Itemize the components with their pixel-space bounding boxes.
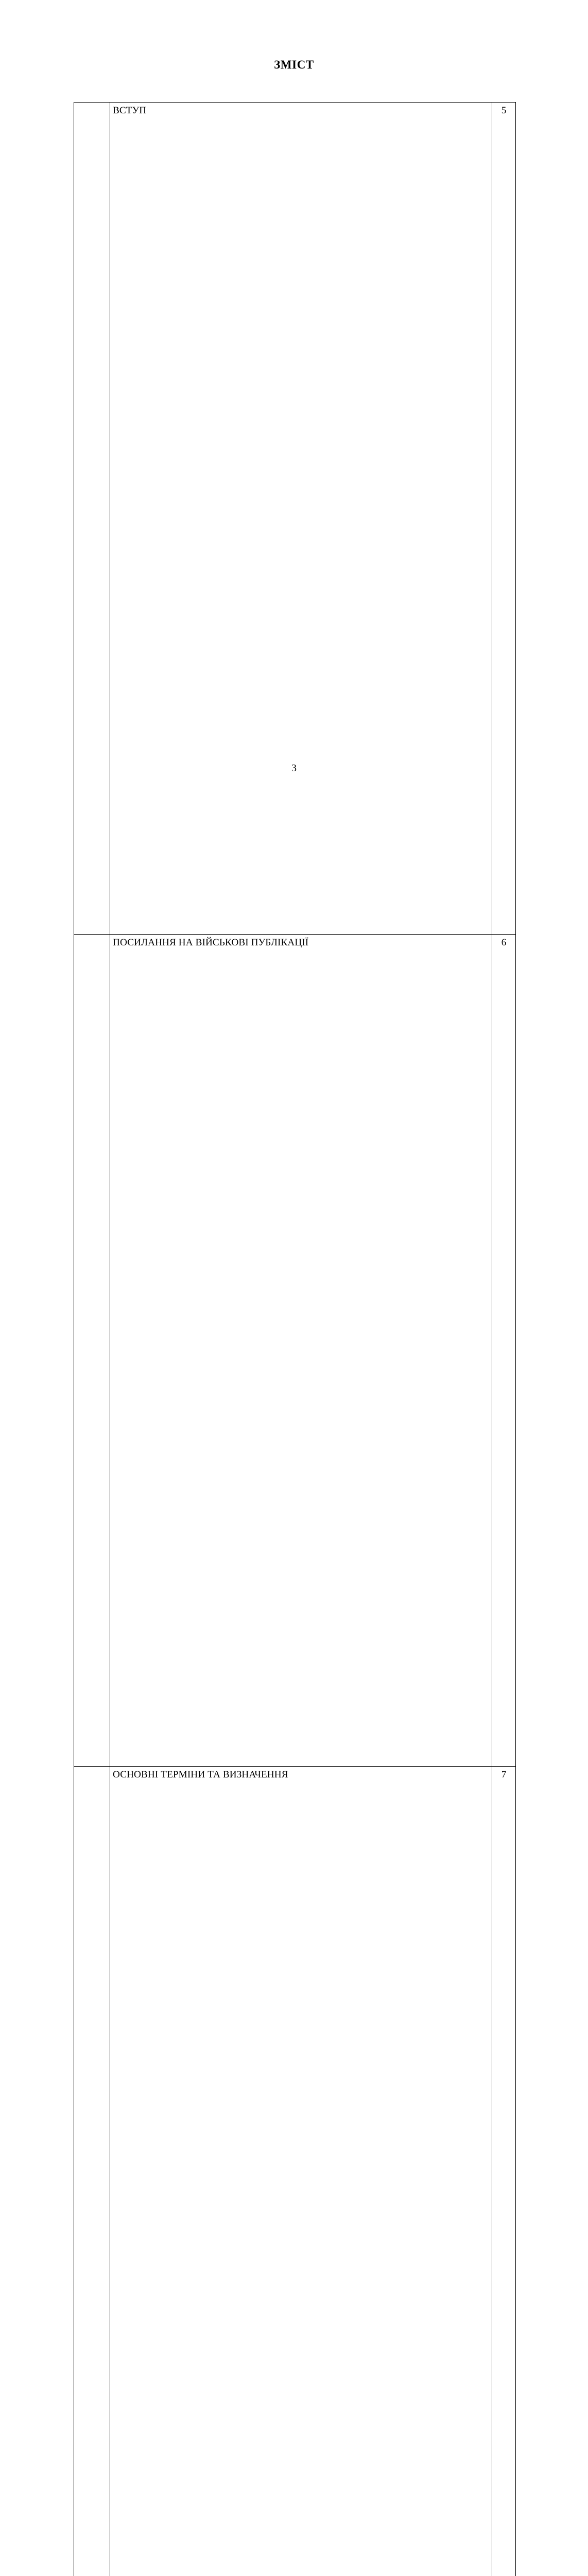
page-number-footer: 3 [0, 762, 588, 774]
table-row [74, 103, 516, 935]
toc-table [74, 102, 516, 2576]
toc-entry-title-text: ОСНОВНІ ТЕРМІНИ ТА ВИЗНАЧЕННЯ [113, 1768, 489, 1782]
table-row [74, 935, 516, 1767]
toc-body [74, 103, 516, 2576]
toc-entry-title[interactable] [110, 103, 492, 935]
toc-entry-page-number: 7 [492, 1767, 516, 2576]
toc-entry-number [74, 1767, 110, 2576]
toc-entry-number [74, 935, 110, 1767]
toc-entry-title[interactable] [110, 935, 492, 1767]
table-of-contents [74, 102, 515, 2576]
toc-entry-title[interactable] [110, 1767, 492, 2576]
table-row [74, 1767, 516, 2576]
toc-entry-page-number: 5 [492, 103, 516, 935]
toc-entry-title-text: ПОСИЛАННЯ НА ВІЙСЬКОВІ ПУБЛІКАЦІЇ [113, 936, 489, 950]
toc-entry-page-number: 6 [492, 935, 516, 1767]
toc-entry-title-text: ВСТУП [113, 104, 489, 117]
page-title: ЗМІСТ [0, 0, 588, 72]
toc-entry-number [74, 103, 110, 935]
document-page [0, 0, 588, 832]
